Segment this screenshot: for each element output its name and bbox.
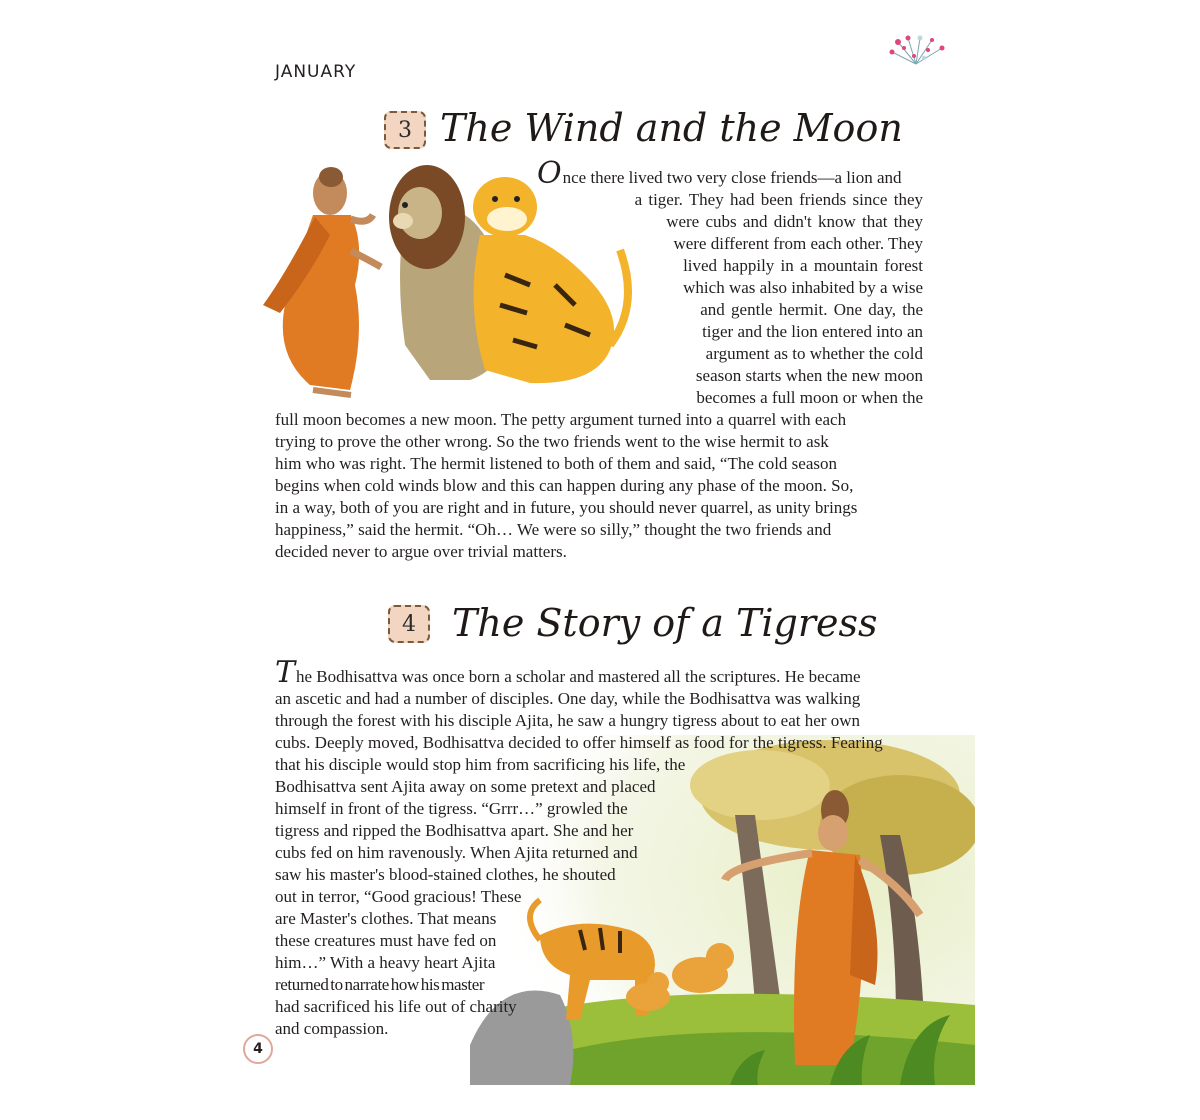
drop-cap: O — [537, 156, 562, 191]
story-line: season starts when the new moon — [695, 366, 923, 385]
story-line: argument as to whether the cold — [705, 344, 923, 363]
story-line: cubs fed on him ravenously. When Ajita returned and — [275, 843, 638, 862]
story-line: tigress and ripped the Bodhisattva apart. She and her — [275, 821, 634, 840]
story-line: were cubs and didn't know that they — [666, 212, 923, 231]
story-line: Bodhisattva sent Ajita away on some pretext and placed — [275, 777, 656, 796]
story-line: and compassion. — [275, 1019, 389, 1038]
story-line: and gentle hermit. One day, the — [700, 300, 923, 319]
story-line: an ascetic and had a number of disciples. One day, while the Bodhisattva was walking — [275, 689, 861, 708]
story-line: him who was right. The hermit listened to both of them and said, “The cold season — [275, 454, 837, 473]
story-line: Once there lived two very close friends—a lion and — [537, 156, 902, 191]
drop-cap: T — [275, 655, 296, 690]
story-line: tiger and the lion entered into an — [702, 322, 923, 341]
story-line: begins when cold winds blow and this can happen during any phase of the moon. So, — [275, 476, 854, 495]
story-line: him…” With a heavy heart Ajita — [275, 953, 496, 972]
story-line: these creatures must have fed on — [275, 931, 497, 950]
story-line: cubs. Deeply moved, Bodhisattva decided to offer himself as food for the tigress. Fearing — [275, 733, 883, 752]
story-line: returned to narrate how his master — [275, 975, 485, 994]
story-line: that his disciple would stop him from sacrificing his life, the — [275, 755, 686, 774]
story-number-badge: 3 — [384, 111, 426, 149]
story-title: The Wind and the Moon — [440, 106, 903, 150]
story-line: had sacrificed his life out of charity — [275, 997, 517, 1016]
story-line: decided never to argue over trivial matters. — [275, 542, 567, 561]
floral-ornament-icon — [884, 34, 948, 70]
story-line: trying to prove the other wrong. So the two friends went to the wise hermit to ask — [275, 432, 829, 451]
month-heading: JANUARY — [275, 62, 357, 82]
story-line: out in terror, “Good gracious! These — [275, 887, 522, 906]
story-line: himself in front of the tigress. “Grrr…” growled the — [275, 799, 628, 818]
story-line: happiness,” said the hermit. “Oh… We were so silly,” thought the two friends and — [275, 520, 832, 539]
story-text — [275, 655, 923, 1040]
story-title: The Story of a Tigress — [452, 601, 878, 645]
story-line: saw his master's blood-stained clothes, he shouted — [275, 865, 616, 884]
story-line: lived happily in a mountain forest — [683, 256, 923, 275]
story-line: full moon becomes a new moon. The petty argument turned into a quarrel with each — [275, 410, 847, 429]
story-line: The Bodhisattva was once born a scholar and mastered all the scriptures. He became — [275, 655, 861, 690]
story-line: becomes a full moon or when the — [696, 388, 923, 407]
story-line: through the forest with his disciple Ajita, he saw a hungry tigress about to eat her own — [275, 711, 860, 730]
story-number-badge: 4 — [388, 605, 430, 643]
story-line: which was also inhabited by a wise — [683, 278, 923, 297]
story-line: a tiger. They had been friends since they — [634, 190, 923, 209]
story-line: in a way, both of you are right and in future, you should never quarrel, as unity brings — [275, 498, 858, 517]
story-text — [275, 156, 923, 563]
story-line: are Master's clothes. That means — [275, 909, 497, 928]
page-number: 4 — [243, 1034, 273, 1064]
story-line: were different from each other. They — [673, 234, 923, 253]
